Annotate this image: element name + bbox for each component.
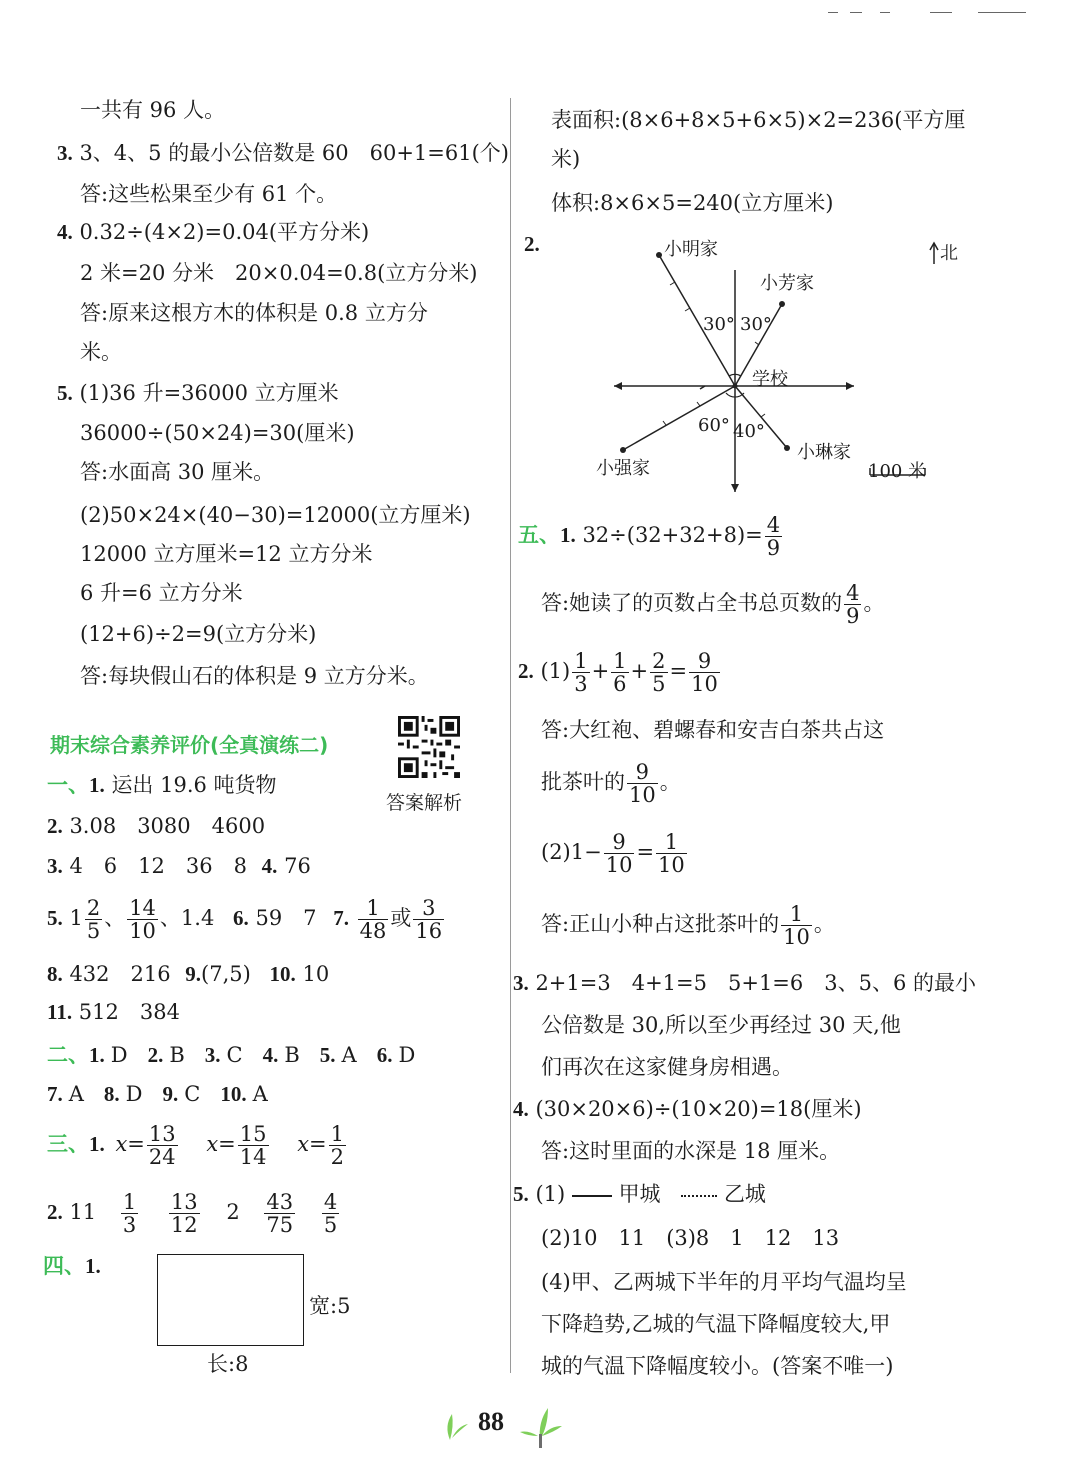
choice-answer: A (252, 1082, 268, 1106)
xiaolin-label: 小琳家 (797, 442, 851, 463)
section-2-row-2 (47, 1080, 268, 1108)
choice-answer: C (226, 1043, 243, 1067)
xiaoqiang-marker (620, 447, 626, 453)
text-line: 2 米=20 分米 20×0.04=0.8(立方分米) (80, 261, 478, 285)
xiaoming-label: 小明家 (664, 239, 718, 260)
section-1-q11: 11. 512 384 (47, 1000, 180, 1024)
rectangle-length-label: 长:8 (207, 1352, 249, 1376)
text-line: 12000 立方厘米=12 立方分米 (80, 542, 373, 566)
text-line: 下降趋势,乙城的气温下降幅度较大,甲 (541, 1312, 891, 1336)
choice-answer: C (184, 1082, 201, 1106)
section-4-q1: 四、1. (43, 1254, 101, 1278)
answer-line: 答:这些松果至少有 61 个。 (80, 182, 338, 206)
rectangle-figure (157, 1254, 304, 1346)
angle-label: 30° (740, 314, 772, 335)
text-line: 表面积:(8×6+8×5+6×5)×2=236(平方厘 (551, 108, 966, 132)
answer-line: 答:正山小种占这批茶叶的 $\frac{1}{10}$ 。 (541, 902, 835, 949)
choice-answer: D (110, 1043, 128, 1067)
scale-label: 100 米 (868, 461, 927, 482)
section-5-q1: 五、1. 32÷(32+32+8)= $\frac{4}{9}$ (518, 513, 781, 560)
north-label: 北 (940, 243, 958, 264)
choice-number: 2. (147, 1043, 164, 1067)
section-label: 一、 (47, 773, 89, 797)
choice-number: 1. (89, 1043, 105, 1067)
answer-line: 批茶叶的 $\frac{9}{10}$ 。 (541, 760, 681, 807)
answer-line: 答:水面高 30 厘米。 (80, 460, 275, 484)
xiaofang-label: 小芳家 (760, 273, 814, 294)
angle-label: 60° (698, 415, 730, 436)
section-label: 四、 (43, 1254, 85, 1278)
section-label: 三、 (47, 1132, 89, 1156)
choice-number: 3. (204, 1043, 221, 1067)
rectangle-width-label: 宽:5 (309, 1294, 351, 1318)
text-line: 体积:8×6×5=240(立方厘米) (551, 191, 834, 215)
text-line: 们再次在这家健身房相遇。 (541, 1055, 793, 1079)
question-3: 3. 3、4、5 的最小公倍数是 60 60+1=61(个) (57, 141, 509, 165)
choice-number: 6. (376, 1043, 393, 1067)
section-1-q5: 5. 1 $\frac{2}{5}$ 、 $\frac{14}{10}$ 、1.4 6. 59 7 7. $\frac{1}{48}$ 或 $\frac{3}{16}$ (47, 896, 443, 943)
question-4: 4. 0.32÷(4×2)=0.04(平方分米) (57, 220, 370, 244)
choice-number: 8. (103, 1082, 120, 1106)
text-line: 米) (551, 147, 581, 171)
xiaofang-marker (779, 301, 785, 307)
school-label: 学校 (752, 369, 788, 390)
xiaoming-marker (656, 252, 662, 258)
text-line: 公倍数是 30,所以至少再经过 30 天,他 (541, 1013, 901, 1037)
section-title: 期末综合素养评价(全真演练二) (50, 733, 329, 757)
answer-line: 答:原来这根方木的体积是 0.8 立方分 (80, 301, 428, 325)
choice-number: 9. (162, 1082, 179, 1106)
text-line: (2)10 11 (3)8 1 12 13 (541, 1226, 840, 1250)
section-5-q4: 4. (30×20×6)÷(10×20)=18(厘米) (513, 1097, 862, 1121)
xiaoqiang-label: 小强家 (596, 458, 650, 479)
section-3-q2: 2. 11 $\frac{1}{3}$ $\frac{13}{12}$ 2 $\frac{43}{75}$ $\frac{4}{5}$ (47, 1190, 338, 1237)
choice-answer: D (125, 1082, 143, 1106)
angle-label: 40° (733, 421, 765, 442)
text-line: (4)甲、乙两城下半年的月平均气温均呈 (541, 1270, 907, 1294)
choice-answer: A (68, 1082, 84, 1106)
section-1-q2: 2. 3.08 3080 4600 (47, 814, 266, 838)
answer-line: 答:这时里面的水深是 18 厘米。 (541, 1139, 841, 1163)
choice-number: 7. (47, 1082, 63, 1106)
angle-label: 30° (703, 314, 735, 335)
question-number: 2. (524, 232, 540, 256)
xiaolin-marker (784, 445, 790, 451)
section-5-q2: 2. (1) $\frac{1}{3}$ + $\frac{1}{6}$ + $\frac{2}{5}$ = $\frac{9}{10}$ (518, 649, 718, 696)
answer-line: 答:每块假山石的体积是 9 立方分米。 (80, 664, 429, 688)
page-number: 88 (478, 1407, 504, 1436)
qr-code-icon[interactable] (398, 716, 460, 778)
choice-number: 10. (220, 1082, 247, 1106)
choice-answer: B (284, 1043, 300, 1067)
choice-number: 5. (319, 1043, 336, 1067)
text-line: 一共有 96 人。 (80, 98, 226, 122)
column-divider (510, 98, 511, 1373)
section-1-q1: 一、1. 运出 19.6 吨货物 (47, 773, 277, 797)
text-line: 城的气温下降幅度较小。(答案不唯一) (541, 1354, 894, 1378)
qr-caption: 答案解析 (386, 792, 463, 814)
text-line: (2)1− $\frac{9}{10}$ = $\frac{1}{10}$ (541, 830, 685, 877)
section-5-q5: 5. (1) 甲城 乙城 (513, 1182, 766, 1206)
choice-number: 4. (262, 1043, 279, 1067)
answer-line: 答:她读了的页数占全书总页数的 $\frac{4}{9}$ 。 (541, 581, 885, 628)
legend-solid-line (572, 1195, 612, 1197)
school-marker (733, 384, 738, 389)
text-line: 米。 (80, 340, 122, 364)
choice-answer: D (398, 1043, 416, 1067)
section-2-row-1 (47, 1041, 415, 1069)
section-label: 五、 (518, 523, 560, 547)
text-line: (12+6)÷2=9(立方分米) (80, 622, 317, 646)
question-number: 3. (57, 141, 73, 165)
section-5-q3: 3. 2+1=3 4+1=5 5+1=6 3、5、6 的最小 (513, 971, 977, 995)
text-line: 36000÷(50×24)=30(厘米) (80, 421, 355, 445)
choice-answer: A (341, 1043, 357, 1067)
choice-answer: B (169, 1043, 185, 1067)
section-label: 二、 (47, 1043, 89, 1067)
text-line: 6 升=6 立方分米 (80, 581, 243, 605)
legend-dotted-line (681, 1195, 717, 1197)
section-3-q1: 三、1. x= $\frac{13}{24}$ x= $\frac{15}{14}$ x= $\frac{1}{2}$ (47, 1122, 345, 1169)
answer-line: 答:大红袍、碧螺春和安吉白茶共占这 (541, 718, 885, 742)
question-5: 5. (1)36 升=36000 立方厘米 (57, 381, 339, 405)
section-1-q3: 3. 4 6 12 36 8 4. 76 (47, 854, 311, 878)
text-line: (2)50×24×(40−30)=12000(立方厘米) (80, 503, 471, 527)
section-1-q8: 8. 432 216 9.(7,5) 10. 10 (47, 962, 330, 986)
